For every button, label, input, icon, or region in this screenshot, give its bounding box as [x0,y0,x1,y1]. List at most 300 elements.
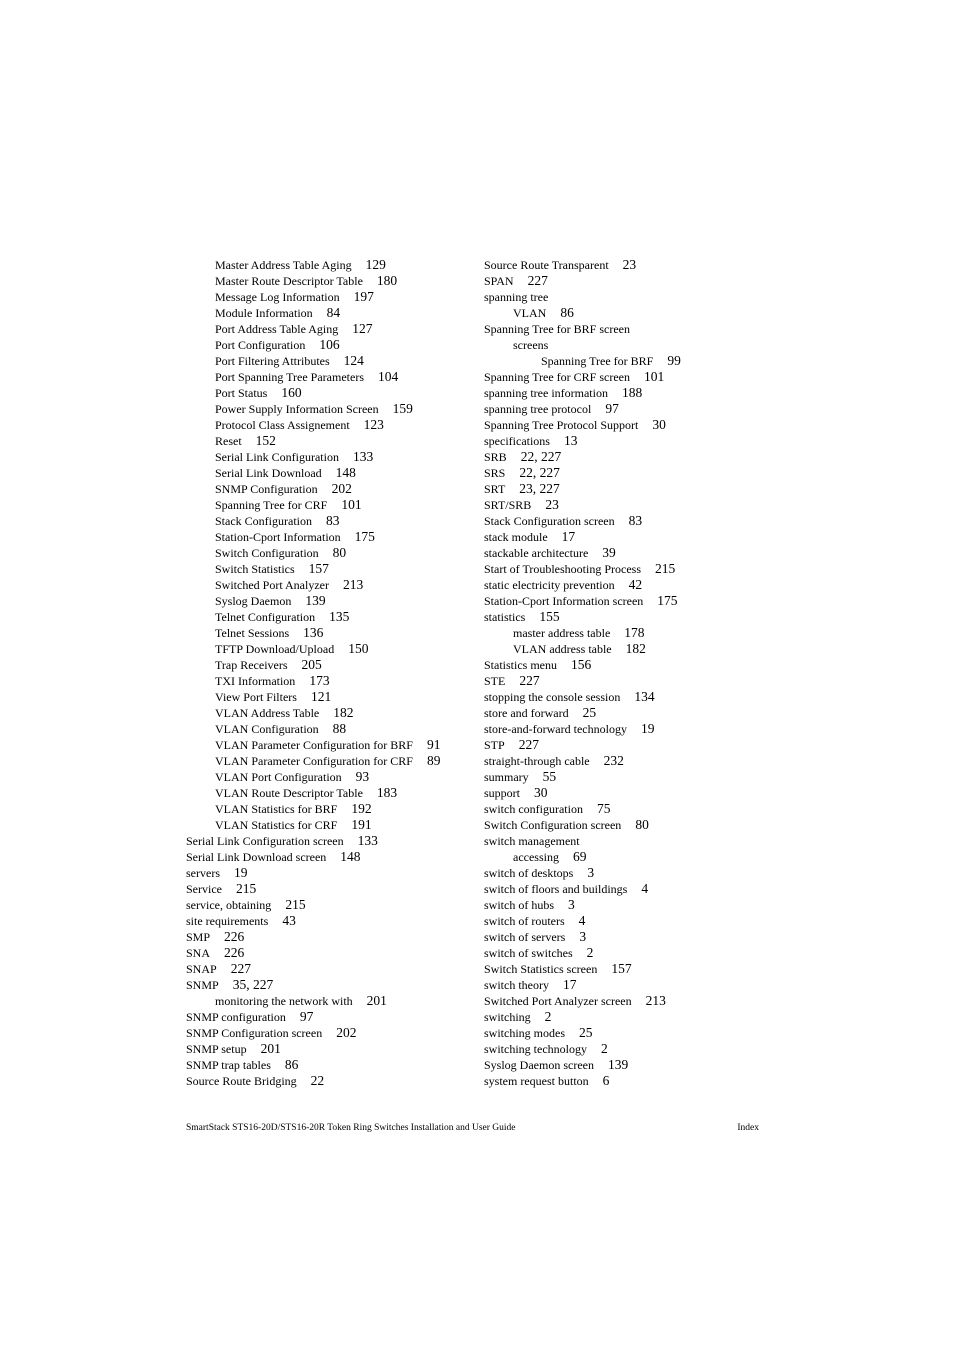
index-page-ref: 97 [299,1009,314,1024]
index-entry [186,753,476,769]
index-term: Station-Cport Information [215,530,341,544]
index-term: switch configuration [484,802,583,816]
index-entry [186,785,476,801]
index-entry [484,897,774,913]
index-entry [484,689,774,705]
index-page-ref: 22, 227 [520,449,562,464]
index-page-ref: 183 [376,785,398,800]
index-page-ref: 202 [336,1025,357,1040]
index-entry [484,817,774,833]
index-page-ref: 188 [621,385,643,400]
index-term: Spanning Tree for CRF [215,498,328,512]
index-term: switching technology [484,1042,587,1056]
index-page-ref: 42 [628,577,643,592]
index-term: Reset [215,434,242,448]
index-entry [484,545,774,561]
index-entry [186,769,476,785]
index-page-ref: 2 [586,945,594,960]
index-entry [484,273,774,289]
index-entry [186,337,476,353]
index-page-ref: 101 [644,369,665,384]
index-page-ref: 88 [332,721,347,736]
index-entry [186,929,476,945]
index-page-ref: 152 [255,433,276,448]
index-entry [484,993,774,1009]
index-entry [186,961,476,977]
index-page-ref: 155 [539,609,560,624]
index-entry [484,913,774,929]
index-term: store-and-forward technology [484,722,627,736]
index-entry [484,753,774,769]
index-entry [186,417,476,433]
index-page-ref: 178 [624,625,645,640]
index-term: SNMP setup [186,1042,247,1056]
index-term: Telnet Configuration [215,610,316,624]
index-entry [186,273,476,289]
index-entry [484,625,774,641]
index-entry [484,321,774,337]
index-page-ref: 215 [235,881,257,896]
index-page-ref: 201 [260,1041,281,1056]
index-term: Message Log Information [215,290,340,304]
index-term: support [484,786,520,800]
index-term: VLAN Statistics for BRF [215,802,338,816]
index-entry [484,433,774,449]
index-page-ref: 226 [224,945,245,960]
index-entry [484,801,774,817]
index-term: Master Route Descriptor Table [215,274,363,288]
index-entry [186,609,476,625]
index-entry [484,961,774,977]
index-entry [186,529,476,545]
index-page-ref: 30 [534,785,548,800]
index-term: SNMP Configuration [215,482,318,496]
index-entry [484,593,774,609]
index-entry [186,881,476,897]
index-term: Source Route Transparent [484,258,609,272]
index-term: switch of servers [484,930,566,944]
index-page-ref: 104 [378,369,399,384]
index-page-ref: 4 [578,913,586,928]
index-page-ref: 55 [542,769,557,784]
index-entry [186,1009,476,1025]
index-entry [484,1009,774,1025]
index-page-ref: 91 [426,737,441,752]
index-entry [186,545,476,561]
index-term: View Port Filters [215,690,297,704]
index-term: Switch Configuration [215,546,319,560]
index-term: spanning tree protocol [484,402,592,416]
index-page-ref: 6 [602,1073,610,1088]
index-page-ref: 232 [603,753,624,768]
index-entry [186,449,476,465]
index-page-ref: 106 [319,337,340,352]
index-term: SRB [484,450,507,464]
index-entry [186,257,476,273]
index-entry [484,337,774,353]
index-page-ref: 2 [544,1009,552,1024]
index-entry [484,721,774,737]
index-entry [484,785,774,801]
index-term: SNMP configuration [186,1010,286,1024]
index-entry [484,945,774,961]
index-term: switch of floors and buildings [484,882,628,896]
index-entry [186,849,476,865]
index-page-ref: 25 [579,1025,593,1040]
index-term: switch management [484,834,580,848]
index-term: specifications [484,434,550,448]
index-entry [186,577,476,593]
index-entry [186,593,476,609]
index-entry [186,1041,476,1057]
index-page-ref: 127 [352,321,373,336]
index-term: summary [484,770,529,784]
index-page-ref: 123 [363,417,384,432]
index-page-ref: 99 [667,353,681,368]
index-entry [484,465,774,481]
index-entry [186,513,476,529]
index-entry [186,481,476,497]
index-entry [484,865,774,881]
index-entry [186,385,476,401]
index-term: monitoring the network with [215,994,353,1008]
index-page-ref: 3 [587,865,595,880]
index-page-ref: 157 [308,561,329,576]
index-term: Syslog Daemon [215,594,292,608]
index-term: Spanning Tree for CRF screen [484,370,630,384]
index-term: TFTP Download/Upload [215,642,335,656]
index-term: Port Spanning Tree Parameters [215,370,364,384]
index-entry [186,673,476,689]
index-page-ref: 23, 227 [519,481,560,496]
index-entry [186,817,476,833]
index-entry [484,449,774,465]
index-term: Start of Troubleshooting Process [484,562,642,576]
index-page-ref: 17 [563,977,577,992]
index-entry [186,689,476,705]
index-page-ref: 89 [426,753,441,768]
index-term: Power Supply Information Screen [215,402,379,416]
index-entry [186,289,476,305]
index-term: switch of hubs [484,898,554,912]
index-entry [484,369,774,385]
index-page-ref: 213 [342,577,364,592]
index-page-ref: 86 [284,1057,299,1072]
index-page-ref: 22 [310,1073,325,1088]
index-entry [484,481,774,497]
index-term: Port Address Table Aging [215,322,339,336]
index-term: straight-through cable [484,754,590,768]
index-page-ref: 80 [332,545,347,560]
index-entry [186,465,476,481]
index-page-ref: 139 [305,593,326,608]
index-term: spanning tree information [484,386,608,400]
index-term: VLAN Address Table [215,706,320,720]
index-term: Switch Statistics screen [484,962,598,976]
index-entry [186,977,476,993]
index-page-ref: 121 [310,689,332,704]
index-term: SMP [186,930,211,944]
index-term: TXI Information [215,674,296,688]
index-term: Switched Port Analyzer screen [484,994,632,1008]
index-page-ref: 226 [224,929,245,944]
index-term: Port Filtering Attributes [215,354,330,368]
index-page-ref: 124 [343,353,364,368]
index-term: VLAN Parameter Configuration for BRF [215,738,413,752]
index-term: Telnet Sessions [215,626,290,640]
index-page-ref: 84 [326,305,341,320]
index-term: service, obtaining [186,898,272,912]
index-term: Protocol Class Assignement [215,418,350,432]
index-term: VLAN Port Configuration [215,770,342,784]
index-term: Port Configuration [215,338,306,352]
index-term: VLAN address table [513,642,612,656]
index-term: Syslog Daemon screen [484,1058,594,1072]
index-page-ref: 80 [635,817,649,832]
index-page-ref: 139 [607,1057,629,1072]
index-entry [484,1041,774,1057]
index-entry [186,433,476,449]
index-page-ref: 17 [561,529,576,544]
index-term: Serial Link Download screen [186,850,327,864]
index-entry [186,865,476,881]
index-term: VLAN Configuration [215,722,319,736]
index-term: Switched Port Analyzer [215,578,329,592]
index-page-ref: 129 [365,257,386,272]
index-column-right [484,257,774,1089]
index-term: switch of desktops [484,866,574,880]
index-entry [484,737,774,753]
index-entry [484,977,774,993]
index-entry [186,913,476,929]
index-entry [484,609,774,625]
index-page-ref: 205 [301,657,322,672]
index-term: store and forward [484,706,569,720]
index-page-ref: 22, 227 [519,465,560,480]
index-page-ref: 182 [333,705,354,720]
index-entry [484,673,774,689]
index-page-ref: 75 [596,801,611,816]
index-entry [484,401,774,417]
index-term: Stack Configuration [215,514,312,528]
index-page-ref: 215 [285,897,306,912]
index-column-left [186,257,476,1089]
index-page-ref: 135 [329,609,350,624]
index-page-ref: 227 [230,961,251,976]
index-term: switch theory [484,978,549,992]
index-page-ref: 83 [325,513,340,528]
index-entry [484,849,774,865]
index-entry [186,1025,476,1041]
index-page-ref: 39 [602,545,616,560]
index-page-ref: 97 [605,401,619,416]
index-entry [484,353,774,369]
index-page-ref: 23 [622,257,637,272]
index-page-ref: 19 [233,865,248,880]
index-entry [186,625,476,641]
index-page-ref: 23 [545,497,559,512]
index-term: Source Route Bridging [186,1074,297,1088]
index-page-ref: 192 [351,801,372,816]
index-term: statistics [484,610,526,624]
index-entry [484,657,774,673]
index-term: stackable architecture [484,546,589,560]
index-term: Switch Statistics [215,562,295,576]
index-page-ref: 150 [348,641,369,656]
index-entry [186,561,476,577]
index-entry [186,737,476,753]
index-entry [484,577,774,593]
index-entry [484,257,774,273]
index-page-ref: 136 [303,625,324,640]
index-entry [484,561,774,577]
index-entry [484,1057,774,1073]
index-entry [484,513,774,529]
index-page-ref: 69 [572,849,587,864]
index-entry [186,801,476,817]
index-term: SPAN [484,274,514,288]
index-entry [484,497,774,513]
index-page-ref: 25 [582,705,597,720]
index-entry [484,641,774,657]
index-term: VLAN [513,306,547,320]
index-term: switch of routers [484,914,565,928]
index-term: spanning tree [484,290,549,304]
index-entry [484,1025,774,1041]
footer-section-name: Index [737,1123,759,1133]
index-term: Port Status [215,386,268,400]
index-page-ref: 201 [366,993,387,1008]
index-term: VLAN Parameter Configuration for CRF [215,754,413,768]
index-page-ref: 213 [645,993,666,1008]
index-entry [484,289,774,305]
index-term: switching [484,1010,531,1024]
index-entry [484,769,774,785]
index-page-ref: 148 [340,849,361,864]
index-term: Spanning Tree for BRF screen [484,322,630,336]
index-term: Serial Link Configuration [215,450,339,464]
index-page-ref: 133 [352,449,374,464]
index-term: Spanning Tree Protocol Support [484,418,639,432]
index-term: Master Address Table Aging [215,258,352,272]
index-term: site requirements [186,914,269,928]
index-term: Spanning Tree for BRF [541,354,654,368]
index-entry [186,721,476,737]
index-page-ref: 180 [376,273,398,288]
index-term: SNMP trap tables [186,1058,271,1072]
index-term: Switch Configuration screen [484,818,622,832]
index-page-ref: 175 [657,593,678,608]
index-page-ref: 35, 227 [232,977,274,992]
index-term: SNMP Configuration screen [186,1026,323,1040]
index-entry [484,1073,774,1089]
index-page-ref: 148 [335,465,356,480]
index-page-ref: 19 [640,721,655,736]
index-term: SNA [186,946,211,960]
index-entry [186,1057,476,1073]
index-entry [484,305,774,321]
index-term: SRT [484,482,506,496]
index-term: Serial Link Download [215,466,322,480]
index-page-ref: 4 [641,881,649,896]
index-page-ref: 159 [392,401,413,416]
index-term: switch of switches [484,946,573,960]
index-term: servers [186,866,220,880]
index-entry [484,881,774,897]
index-page-ref: 93 [355,769,370,784]
index-term: stopping the console session [484,690,621,704]
index-term: SNMP [186,978,219,992]
index-term: Trap Receivers [215,658,288,672]
index-term: STE [484,674,506,688]
index-entry [186,321,476,337]
index-page-ref: 43 [282,913,296,928]
index-page-ref: 13 [563,433,578,448]
index-term: VLAN Statistics for CRF [215,818,338,832]
index-page-ref: 156 [571,657,592,672]
index-term: Module Information [215,306,313,320]
index-page-ref: 227 [519,673,540,688]
index-entry [186,1073,476,1089]
index-entry [186,705,476,721]
index-term: master address table [513,626,611,640]
index-page-ref: 182 [625,641,646,656]
index-entry [186,353,476,369]
index-page-ref: 30 [652,417,666,432]
index-page-ref: 197 [353,289,374,304]
index-entry [186,993,476,1009]
index-entry [186,305,476,321]
index-entry [186,657,476,673]
index-term: system request button [484,1074,589,1088]
index-term: static electricity prevention [484,578,615,592]
index-term: Statistics menu [484,658,557,672]
index-entry [186,401,476,417]
index-page-ref: 157 [611,961,632,976]
index-term: STP [484,738,505,752]
index-page-ref: 191 [351,817,372,832]
index-page-ref: 83 [628,513,643,528]
index-entry [186,945,476,961]
index-entry [484,385,774,401]
index-entry [484,705,774,721]
index-page-ref: 215 [655,561,676,576]
index-page-ref: 160 [281,385,302,400]
index-entry [484,833,774,849]
footer-book-title: SmartStack STS16-20D/STS16-20R Token Ring Switches Installation and User Guide [186,1123,516,1133]
index-page-ref: 134 [634,689,655,704]
index-page-ref: 3 [579,929,587,944]
index-term: Service [186,882,222,896]
index-term: accessing [513,850,559,864]
index-entry [186,369,476,385]
index-term: VLAN Route Descriptor Table [215,786,363,800]
index-page-ref: 2 [600,1041,608,1056]
index-term: stack module [484,530,548,544]
index-entry [186,833,476,849]
index-page-ref: 101 [341,497,362,512]
index-entry [186,897,476,913]
index-term: SRS [484,466,506,480]
index-page-ref: 202 [331,481,352,496]
index-entry [484,929,774,945]
index-term: screens [513,338,549,352]
index-term: Serial Link Configuration screen [186,834,344,848]
index-page-ref: 86 [560,305,574,320]
index-term: SNAP [186,962,217,976]
index-entry [186,497,476,513]
index-entry [484,417,774,433]
